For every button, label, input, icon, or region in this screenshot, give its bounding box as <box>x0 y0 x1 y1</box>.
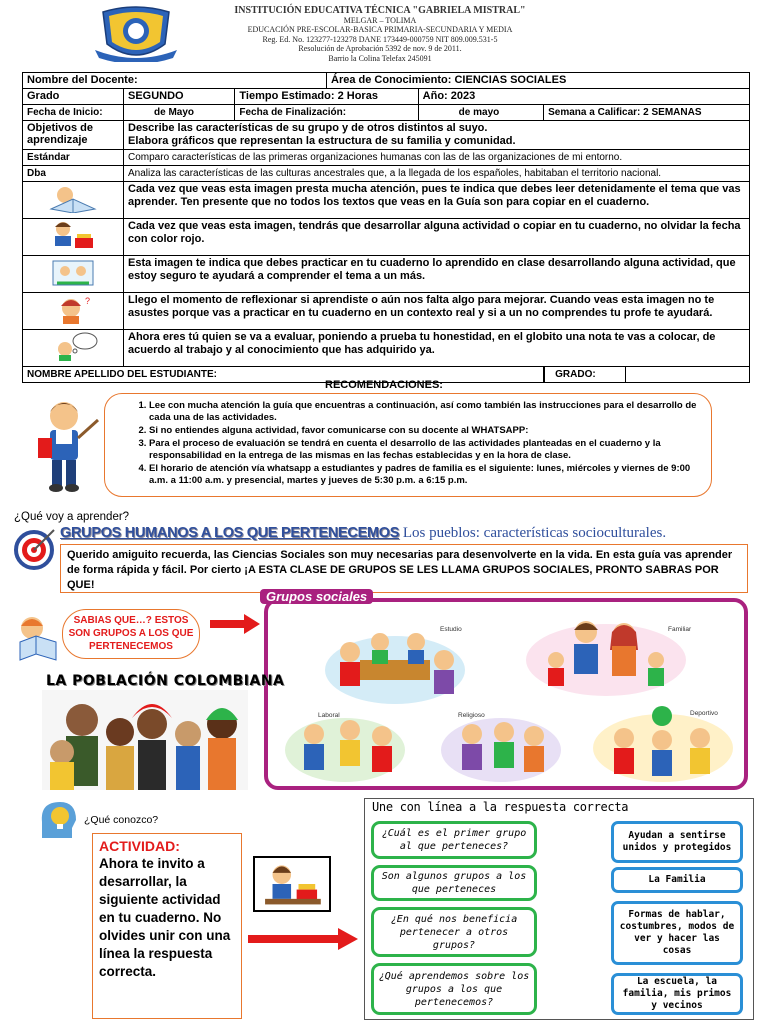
instruction-activity: Cada vez que veas esta imagen, tendrás que desarrollar alguna actividad o copiar en tu cuaderno, no olvidar la fecha con color rojo. <box>124 219 750 256</box>
teacher-pointer-icon <box>30 398 102 494</box>
institution-name: INSTITUCIÓN EDUCATIVA TÉCNICA "GABRIELA MISTRAL" <box>234 5 526 16</box>
student-writing-icon <box>45 220 101 250</box>
dba-label: Dba <box>23 166 124 182</box>
social-groups-panel <box>264 598 748 790</box>
objetivo-2: Elabora gráficos que representan la estructura de su familia y comunidad. <box>128 135 516 147</box>
docente-label: Nombre del Docente: <box>23 73 327 89</box>
learn-title-main: GRUPOS HUMANOS A LOS QUE PERTENECEMOS <box>60 525 400 541</box>
grado2-label: GRADO: <box>544 367 625 382</box>
matching-title: Une con línea a la respuesta correcta <box>372 800 629 814</box>
grado-value: SEGUNDO <box>124 89 235 105</box>
label-familiar: Familiar <box>668 626 692 633</box>
institution-registry: Reg. Ed. No. 123277-123278 DANE 173449-000759 NIT 809.009.531-5 <box>262 34 498 44</box>
lightbulb-head-icon <box>36 798 84 840</box>
question-box[interactable]: ¿Qué aprendemos sobre los grupos a los que pertenecemos? <box>371 963 537 1015</box>
colombian-population-collage <box>42 690 248 790</box>
instruction-practice: Esta imagen te indica que debes practicar en tu cuaderno lo aprendido en clase desarrollando alguna actividad, que estoy seguro te ayudará a comprender el tema a un más. <box>124 256 750 293</box>
question-box[interactable]: ¿Cuál es el primer grupo al que perteneces? <box>371 821 537 859</box>
activity-label: ACTIVIDAD: <box>99 838 180 854</box>
recommendation-item: 2. Si no entiendes alguna actividad, favor comunicarse con su docente al WHATSAPP: <box>149 425 699 437</box>
objetivos-label: Objetivos de aprendizaje <box>23 121 124 150</box>
label-estudio: Estudio <box>440 626 462 633</box>
svg-text:?: ? <box>85 296 91 306</box>
label-religioso: Religioso <box>458 712 485 719</box>
objetivo-1: Describe las características de su grupo y de otros distintos al suyo. <box>128 122 488 134</box>
student-writing-picture <box>253 856 331 912</box>
sabias-que-bubble: SABIAS QUE…? ESTOS SON GRUPOS A LOS QUE PERTENECEMOS <box>62 609 200 659</box>
dba-value: Analiza las características de las culturas ancestrales que, a la llegada de los españoles, habitaban el territorio nacional. <box>124 166 750 182</box>
estudiante-label: NOMBRE APELLIDO DEL ESTUDIANTE: <box>23 367 544 383</box>
recommendation-item: 3. Para el proceso de evaluación se tendrá en cuenta el desarrollo de las actividades planteadas en el cuaderno y la responsabilidad en la entrega de las mismas en las fechas establecidas y en la hora de clase. <box>149 438 699 462</box>
reading-book-icon <box>45 183 101 213</box>
estandar-value: Comparo características de las primeras organizaciones humanas con las de las organizaciones de mi entorno. <box>124 150 750 166</box>
thinking-girl-icon <box>45 294 101 324</box>
inicio-label: Fecha de Inicio: <box>23 105 124 121</box>
instruction-evaluate: Ahora eres tú quien se va a evaluar, poniendo a prueba tu honestidad, en el globito una nota te vas a colocar, de acuerdo al trabajo y al conocimiento que has adquirido ya. <box>124 330 750 367</box>
fin-value: de mayo <box>418 105 543 121</box>
study-group-illustration <box>320 620 470 708</box>
learn-question: ¿Qué voy a aprender? <box>14 511 130 523</box>
recommendations-title: RECOMENDACIONES: <box>325 379 443 391</box>
social-groups-tag: Grupos sociales <box>260 589 373 604</box>
answer-box[interactable]: Ayudan a sentirse unidos y protegidos <box>611 821 743 863</box>
institution-levels: EDUCACIÓN PRE-ESCOLAR-BASICA PRIMARIA-SECUNDARIA Y MEDIA <box>247 25 513 34</box>
answer-box[interactable]: La escuela, la familia, mis primos y vecinos <box>611 973 743 1015</box>
school-crest-logo <box>95 4 177 62</box>
recommendation-item: 1. Lee con mucha atención la guía que encuentras a continuación, así como también las instrucciones para el desarrollo de cada una de las actividades. <box>149 400 699 424</box>
estandar-label: Estándar <box>23 150 124 166</box>
answer-box[interactable]: Formas de hablar, costumbres, modos de ver y hacer las cosas <box>611 901 743 965</box>
inicio-value: de Mayo <box>124 105 235 121</box>
boy-reading-icon <box>10 612 66 668</box>
instruction-reflect: Llego el momento de reflexionar si aprendiste o aún nos falta algo para mejorar. Cuando veas esta imagen no te asustes porque vas a practicar en tu cuaderno en un contexto real y si a un no comprendes tu profe te ayudará. <box>124 293 750 330</box>
target-icon <box>10 526 58 570</box>
label-deportivo: Deportivo <box>690 710 718 717</box>
anio-label: Año: 2023 <box>418 89 749 105</box>
instruction-read: Cada vez que veas esta imagen presta mucha atención, pues te indica que debes leer detenidamente el tema que vas aprender. Ten presente que no todos los textos que veas en la Guía son para copiar en el cuaderno. <box>124 182 750 219</box>
question-box[interactable]: Son algunos grupos a los que perteneces <box>371 865 537 901</box>
label-laboral: Laboral <box>318 712 340 719</box>
semana-label: Semana a Calificar: 2 SEMANAS <box>544 105 750 121</box>
religious-group-illustration <box>436 706 566 786</box>
institution-location: MELGAR – TOLIMA <box>343 15 417 25</box>
recommendation-item: 4. El horario de atención vía whatsapp a estudiantes y padres de familia es el siguiente: lunes, miércoles y viernes de 9:00 a.m. a 11:00 a.m. y presencial, martes y jueves de 5:30 p.m. a 6:15 p.m. <box>149 463 699 487</box>
activity-box <box>92 833 242 1019</box>
school-header <box>190 6 570 63</box>
area-label: Área de Conocimiento: CIENCIAS SOCIALES <box>327 73 750 89</box>
question-box[interactable]: ¿En qué nos beneficia pertenecer a otros grupos? <box>371 907 537 957</box>
tiempo-label: Tiempo Estimado: 2 Horas <box>235 89 418 105</box>
right-arrow-icon <box>210 614 260 634</box>
institution-address: Barrio la Colina Telefax 245091 <box>328 53 432 63</box>
right-arrow-icon <box>248 928 358 950</box>
poblacion-title: LA POBLACIÓN COLOMBIANA <box>46 673 285 689</box>
work-group-illustration <box>280 706 410 786</box>
family-group-illustration <box>516 610 696 700</box>
answer-box[interactable]: La Familia <box>611 867 743 893</box>
institution-resolution: Resolución de Aprobación 5392 de nov. 9 de 2011. <box>298 44 462 53</box>
recommendations-box <box>104 393 712 497</box>
activity-text: Ahora te invito a desarrollar, la siguiente actividad en tu cuaderno. No olvides unir con una línea la respuesta correcta. <box>99 856 231 979</box>
matching-exercise-box <box>364 798 754 1020</box>
self-evaluation-bubble-icon <box>45 331 101 361</box>
learn-intro: Querido amiguito recuerda, las Ciencias Sociales son muy necesarias para desenvolverte en la vida. En esta guía vas aprender de forma rápida y fácil. Por cierto ¡A ESTA CLASE DE GRUPOS SE LES LLAMA GRUPOS SOCIALES, PRONTO SABRAS POR QUE! <box>60 544 748 593</box>
guide-info-table <box>22 72 750 383</box>
grado-label: Grado <box>23 89 124 105</box>
fin-label: Fecha de Finalización: <box>235 105 418 121</box>
practice-notebook-icon <box>45 257 101 287</box>
conozco-question: ¿Qué conozco? <box>84 814 159 826</box>
learn-title <box>60 525 666 542</box>
learn-title-sub: Los pueblos: características socioculturales. <box>399 525 667 541</box>
